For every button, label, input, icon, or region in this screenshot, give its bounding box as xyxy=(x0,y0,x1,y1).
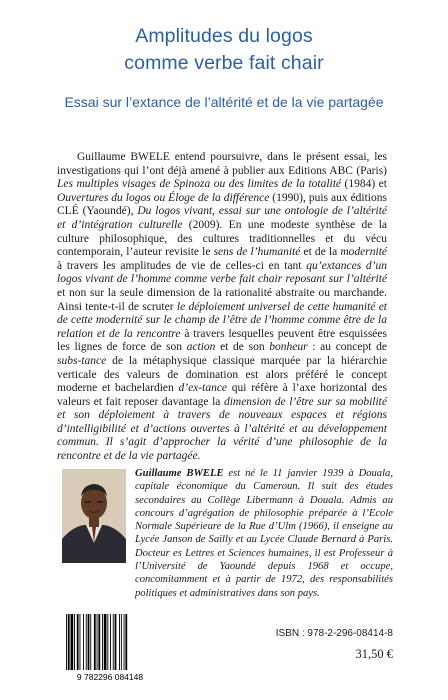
emphasis: sens de l’humanité xyxy=(213,246,301,259)
summary-text: et de la xyxy=(300,246,341,259)
summary-text: : au concept de xyxy=(307,341,387,354)
author-portrait-icon xyxy=(62,469,126,563)
summary-text: à travers les amplitudes de vie de celles-ci en tant xyxy=(57,259,307,272)
summary-text: et non sur la seule dimension de la rationalité abstraite ou marchande. Ainsi tente-t-il de scruter xyxy=(57,286,387,313)
book-reference: Du logos vivant, essai sur une ontologie de l’altérité et d’intégration culturelle xyxy=(57,205,387,231)
isbn: ISBN : 978-2-296-08414-8 xyxy=(275,628,393,639)
emphasis: dimension de l’être sur sa mobilité et son déploiement à travers de nouveaux espaces et régions d’intelligibilité et d’actions ouvertes à l’altérité et au développement commun. Il s’agit d’approcher la vérité d’une philosophie de la rencontre et de la vie partagée. xyxy=(57,395,387,463)
book-title-line-1: Amplitudes du logos xyxy=(135,25,313,47)
emphasis: subs-tance xyxy=(57,354,107,367)
summary-text: (1984) et xyxy=(341,178,387,191)
emphasis: action xyxy=(186,341,216,354)
summary-text: de la métaphysique classique marquée par la hiérarchie verticale des valeurs de domination est alors préféré le concept moderne et bachelardien xyxy=(57,354,387,395)
emphasis: le déploiement universel de cette humanité et de cette modernité sur le champ de l’être de l’homme comme être de la relation et de la rencontre xyxy=(57,300,388,340)
barcode-digits: 9 782296 084148 xyxy=(76,672,144,682)
barcode xyxy=(60,612,160,682)
book-title-line-2: comme verbe fait chair xyxy=(124,52,324,74)
back-cover-summary xyxy=(57,151,387,464)
author-biography xyxy=(135,467,393,600)
author-name: Guillaume BWELE xyxy=(135,468,224,479)
emphasis: bonheur xyxy=(269,341,308,354)
summary-text: qui réfère à l’axe horizontal des valeurs et fait reposer davantage la xyxy=(57,382,387,408)
summary-text: et de son xyxy=(215,341,270,354)
emphasis: d’ex-tance xyxy=(178,382,228,395)
author-bio-text: est né le 11 janvier 1939 à Douala, capitale économique du Cameroun. Il suit des études secondaires au Collège Libermann à Douala. Admis au concours d’agrégation de philosophie préparée à l’Ecole Normale Supérieure de la Rue d’Ulm (1966), il enseigne au Lycée Janson de Sailly et au Lycée Claude Bernard à Paris. Docteur es Lettres et Sciences humaines, il est Professeur à l’Université de Yaoundé depuis 1968 et occupe, concomitamment et à partir de 1972, des responsabilités politiques et administratives dans son pays. xyxy=(135,468,393,599)
book-reference: Ouvertures du logos ou Éloge de la différence xyxy=(57,191,270,204)
book-reference: Les multiples visages de Spinoza ou des limites de la totalité xyxy=(57,178,342,191)
emphasis: modernité xyxy=(340,246,387,259)
summary-text: Guillaume BWELE entend poursuivre, dans le présent essai, les investigations qui l’ont déjà amené à publier aux Editions ABC (Paris) xyxy=(57,151,387,177)
summary-text: à travers lesquelles peuvent être esquissées les lignes de force de son xyxy=(57,327,387,354)
book-subtitle: Essai sur l’extance de l’altérité et de la vie partagée xyxy=(64,94,384,110)
price: 31,50 € xyxy=(355,647,393,661)
summary-text: (2009). En une modeste synthèse de la culture philosophique, des cultures traditionnelles et du vécu contemporain, l’auteur revisite le xyxy=(57,218,387,259)
summary-text: (1990), puis aux éditions CLÉ (Yaoundé), xyxy=(57,191,387,218)
author-photo xyxy=(62,469,126,563)
emphasis: qu’extances d’un logos vivant de l’homme comme verbe fait chair reposant sur l’altérité xyxy=(57,259,388,286)
